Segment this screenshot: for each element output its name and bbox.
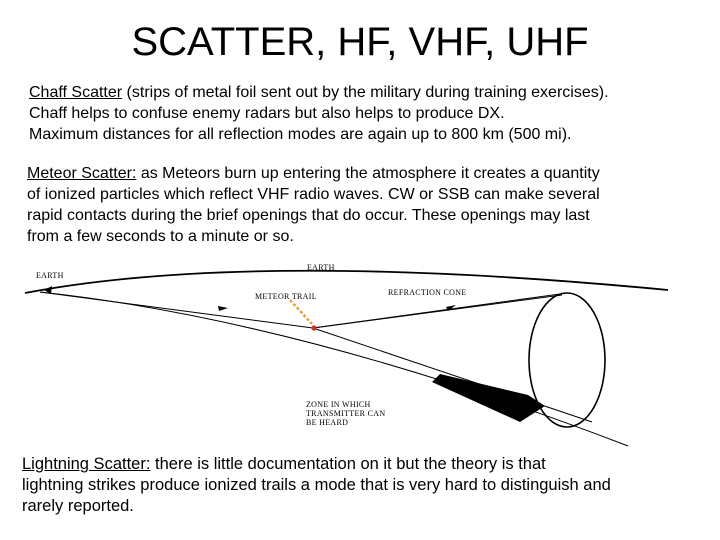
lightning-scatter-section bbox=[22, 454, 712, 517]
lightning-line-2: lightning strikes produce ionized trails a mode that is very hard to distinguish and bbox=[22, 476, 611, 494]
chaff-scatter-heading: Chaff Scatter bbox=[29, 84, 123, 101]
meteor-line-1-text: as Meteors burn up entering the atmosphere it creates a quantity bbox=[136, 165, 600, 182]
earth-label-left: EARTH bbox=[36, 271, 64, 280]
lightning-line-3: rarely reported. bbox=[22, 497, 134, 515]
hearing-zone-shading bbox=[432, 374, 545, 422]
meteor-scatter-heading: Meteor Scatter: bbox=[27, 165, 137, 182]
chaff-line-3: Maximum distances for all reflection modes are again up to 800 km (500 mi). bbox=[29, 126, 572, 143]
meteor-line-2: of ionized particles which reflect VHF radio waves. CW or SSB can make several bbox=[27, 186, 600, 203]
meteor-trail-label: METEOR TRAIL bbox=[255, 292, 317, 301]
meteor-point bbox=[311, 325, 316, 330]
cone-ray-upper bbox=[313, 294, 560, 328]
lightning-scatter-heading: Lightning Scatter: bbox=[22, 455, 151, 473]
meteor-line-1 bbox=[27, 163, 717, 184]
zone-label-line-2: TRANSMITTER CAN bbox=[306, 409, 386, 418]
lightning-line-1 bbox=[22, 454, 712, 475]
slide-title: SCATTER, HF, VHF, UHF bbox=[131, 20, 589, 64]
meteor-scatter-diagram bbox=[0, 250, 720, 455]
meteor-trail-streak bbox=[290, 300, 312, 324]
earth-label-top: EARTH bbox=[307, 263, 335, 272]
meteor-scatter-section bbox=[27, 163, 717, 247]
lightning-line-1-text: there is little documentation on it but the theory is that bbox=[150, 455, 546, 473]
meteor-line-4: from a few seconds to a minute or so. bbox=[27, 228, 294, 245]
refraction-cone-label: REFRACTION CONE bbox=[388, 288, 467, 297]
arrowhead-middle bbox=[218, 306, 228, 311]
chaff-scatter-section bbox=[29, 82, 709, 145]
zone-label-line-1: ZONE IN WHICH bbox=[306, 400, 371, 409]
chaff-line-1-text: (strips of metal foil sent out by the military during training exercises). bbox=[122, 84, 609, 101]
chaff-line-1 bbox=[29, 82, 709, 103]
meteor-line-3: rapid contacts during the brief openings that do occur. These openings may last bbox=[27, 207, 590, 224]
zone-label-line-3: BE HEARD bbox=[306, 418, 349, 427]
chaff-line-2: Chaff helps to confuse enemy radars but also helps to produce DX. bbox=[29, 105, 505, 122]
earth-surface-curve bbox=[25, 271, 668, 293]
